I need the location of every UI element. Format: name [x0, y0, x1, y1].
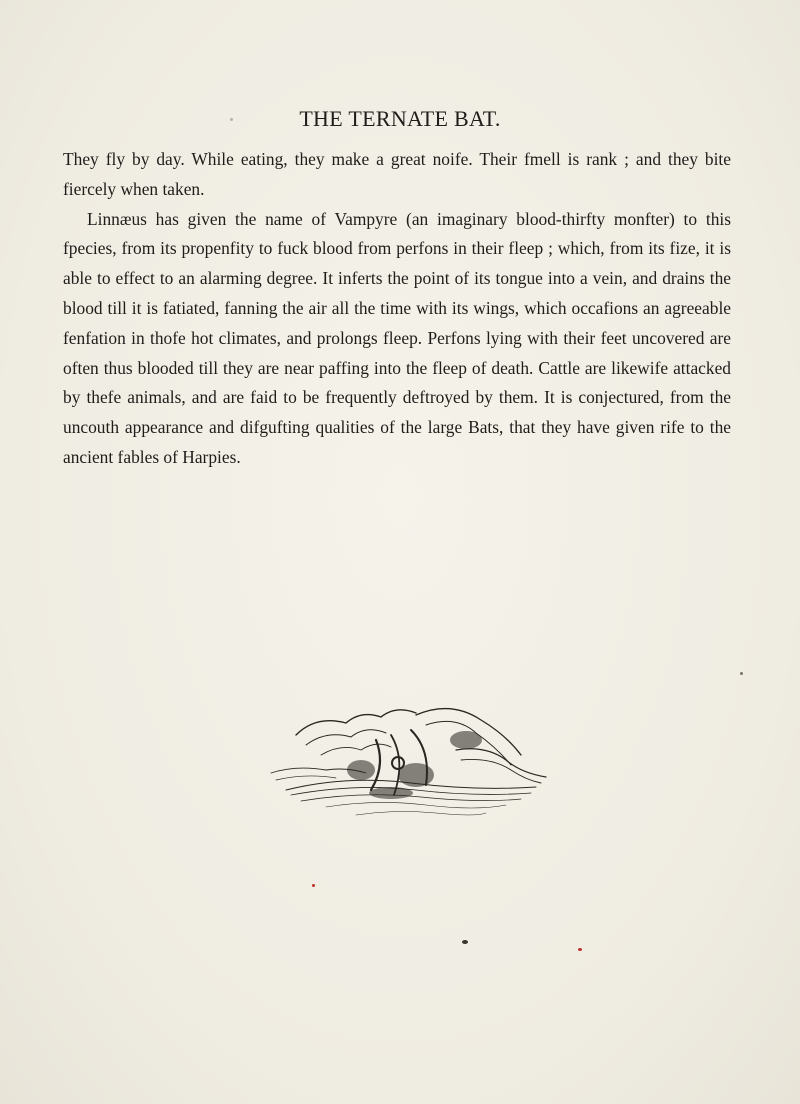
- paper-speck: [578, 948, 582, 951]
- paper-speck: [462, 940, 468, 944]
- paper-speck: [230, 118, 233, 121]
- paragraph-1: They fly by day. While eating, they make a great noife. Their fmell is rank ; and they bite fiercely when taken.: [63, 149, 731, 199]
- engraved-vignette-icon: [266, 695, 556, 840]
- body-text: [63, 145, 731, 473]
- paper-speck: [740, 672, 743, 675]
- running-head: THE TERNATE BAT.: [299, 106, 501, 131]
- paper-speck: [312, 884, 315, 887]
- paragraph-2: Linnæus has given the name of Vampyre (an imaginary blood-thirfty monfter) to this fpecies, from its propenfity to fuck blood from perfons in their fleep ; which, from its fize, it is able to effect to an alarming degree. It inferts the point of its tongue into a vein, and drains the blood till it is fatiated, fanning the air all the time with its wings, which occafions an agreeable fenfation in thofe hot climates, and prolongs fleep. Perfons lying with their feet uncovered are often thus blooded till they are near paffing into the fleep of death. Cattle are likewife attacked by thefe animals, and are faid to be frequently deftroyed by them. It is conjectured, from the uncouth appearance and difgufting qualities of the large Bats, that they have given rife to the ancient fables of Harpies.: [63, 208, 731, 467]
